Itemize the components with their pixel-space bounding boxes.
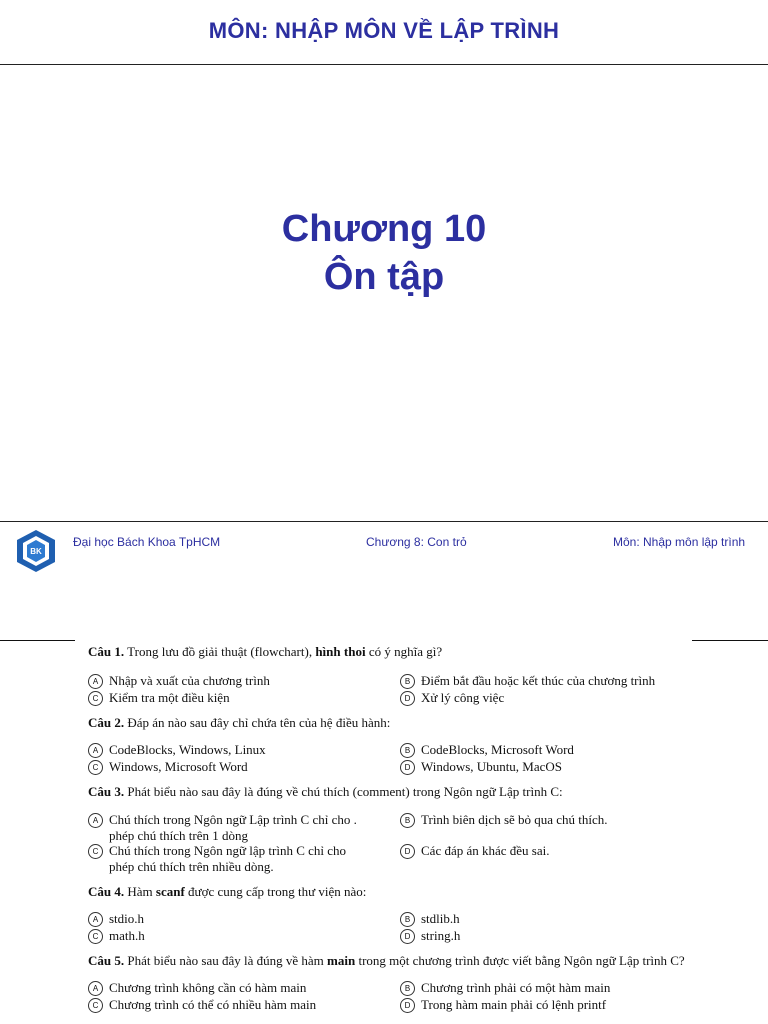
question-number: Câu 3. [88, 784, 125, 799]
question-2 [88, 715, 708, 731]
option-d[interactable]: D Windows, Ubuntu, MacOS [400, 759, 562, 775]
quiz-divider-right [692, 640, 768, 641]
question-number: Câu 5. [88, 953, 125, 968]
option-letter-icon: C [88, 691, 103, 706]
option-d[interactable]: D Các đáp án khác đều sai. [400, 843, 550, 859]
option-letter-icon: A [88, 743, 103, 758]
option-c[interactable]: C Windows, Microsoft Word [88, 759, 248, 775]
option-letter-icon: C [88, 929, 103, 944]
footer-subject: Môn: Nhập môn lập trình [613, 535, 746, 549]
option-letter-icon: B [400, 674, 415, 689]
option-letter-icon: B [400, 981, 415, 996]
question-text: Hàm scanf được cung cấp trong thư viện nào: [127, 884, 367, 899]
option-letter-icon: A [88, 912, 103, 927]
option-c[interactable]: C Chú thích trong Ngôn ngữ lập trình C chỉ cho phép chú thích trên nhiều dòng. [88, 843, 346, 875]
option-letter-icon: C [88, 760, 103, 775]
question-3 [88, 784, 708, 800]
subject-title: MÔN: NHẬP MÔN VỀ LẬP TRÌNH [208, 18, 560, 43]
option-b[interactable]: B Trình biên dịch sẽ bỏ qua chú thích. [400, 812, 608, 828]
option-letter-icon: B [400, 743, 415, 758]
option-letter-icon: B [400, 912, 415, 927]
option-a[interactable]: A stdio.h [88, 911, 144, 927]
option-letter-icon: A [88, 981, 103, 996]
question-text: Phát biểu nào sau đây là đúng về hàm main trong một chương trình được viết bằng Ngôn ngữ Lập trình C? [127, 953, 685, 968]
header-divider [0, 64, 768, 65]
footer-chapter: Chương 8: Con trỏ [366, 535, 467, 549]
question-text: Trong lưu đồ giải thuật (flowchart), hình thoi có ý nghĩa gì? [127, 644, 443, 659]
university-logo-icon [13, 528, 59, 574]
option-c[interactable]: C math.h [88, 928, 145, 944]
slide-footer [0, 522, 768, 582]
option-letter-icon: D [400, 844, 415, 859]
option-a[interactable]: A CodeBlocks, Windows, Linux [88, 742, 266, 758]
option-a[interactable]: A Nhập và xuất của chương trình [88, 673, 270, 689]
option-d[interactable]: D string.h [400, 928, 460, 944]
option-b[interactable]: B stdlib.h [400, 911, 460, 927]
option-d[interactable]: D Trong hàm main phải có lệnh printf [400, 997, 606, 1013]
chapter-number: Chương 10 [281, 208, 487, 250]
option-letter-icon: D [400, 691, 415, 706]
footer-university: Đại học Bách Khoa TpHCM [73, 535, 221, 549]
option-letter-icon: C [88, 844, 103, 859]
chapter-subtitle: Ôn tập [323, 256, 445, 298]
chapter-title [0, 205, 768, 301]
option-c[interactable]: C Chương trình có thể có nhiều hàm main [88, 997, 316, 1013]
logo-text: BK [30, 547, 42, 556]
option-letter-icon: B [400, 813, 415, 828]
question-text: Đáp án nào sau đây chỉ chứa tên của hệ điều hành: [127, 715, 391, 730]
question-4 [88, 884, 708, 900]
option-letter-icon: C [88, 998, 103, 1013]
option-letter-icon: D [400, 998, 415, 1013]
option-b[interactable]: B CodeBlocks, Microsoft Word [400, 742, 574, 758]
quiz-divider-left [0, 640, 75, 641]
option-a[interactable]: A Chú thích trong Ngôn ngữ Lập trình C chỉ cho . phép chú thích trên 1 dòng [88, 812, 357, 844]
question-number: Câu 4. [88, 884, 125, 899]
question-1 [88, 644, 708, 660]
option-letter-icon: A [88, 674, 103, 689]
option-b[interactable]: B Điểm bắt đầu hoặc kết thúc của chương trình [400, 673, 655, 689]
question-text: Phát biểu nào sau đây là đúng về chú thích (comment) trong Ngôn ngữ Lập trình C: [127, 784, 563, 799]
question-number: Câu 2. [88, 715, 125, 730]
option-d[interactable]: D Xử lý công việc [400, 690, 504, 706]
question-5 [88, 953, 708, 969]
question-number: Câu 1. [88, 644, 125, 659]
option-letter-icon: A [88, 813, 103, 828]
option-c[interactable]: C Kiểm tra một điều kiện [88, 690, 230, 706]
option-letter-icon: D [400, 929, 415, 944]
option-letter-icon: D [400, 760, 415, 775]
option-b[interactable]: B Chương trình phải có một hàm main [400, 980, 610, 996]
option-a[interactable]: A Chương trình không cần có hàm main [88, 980, 306, 996]
